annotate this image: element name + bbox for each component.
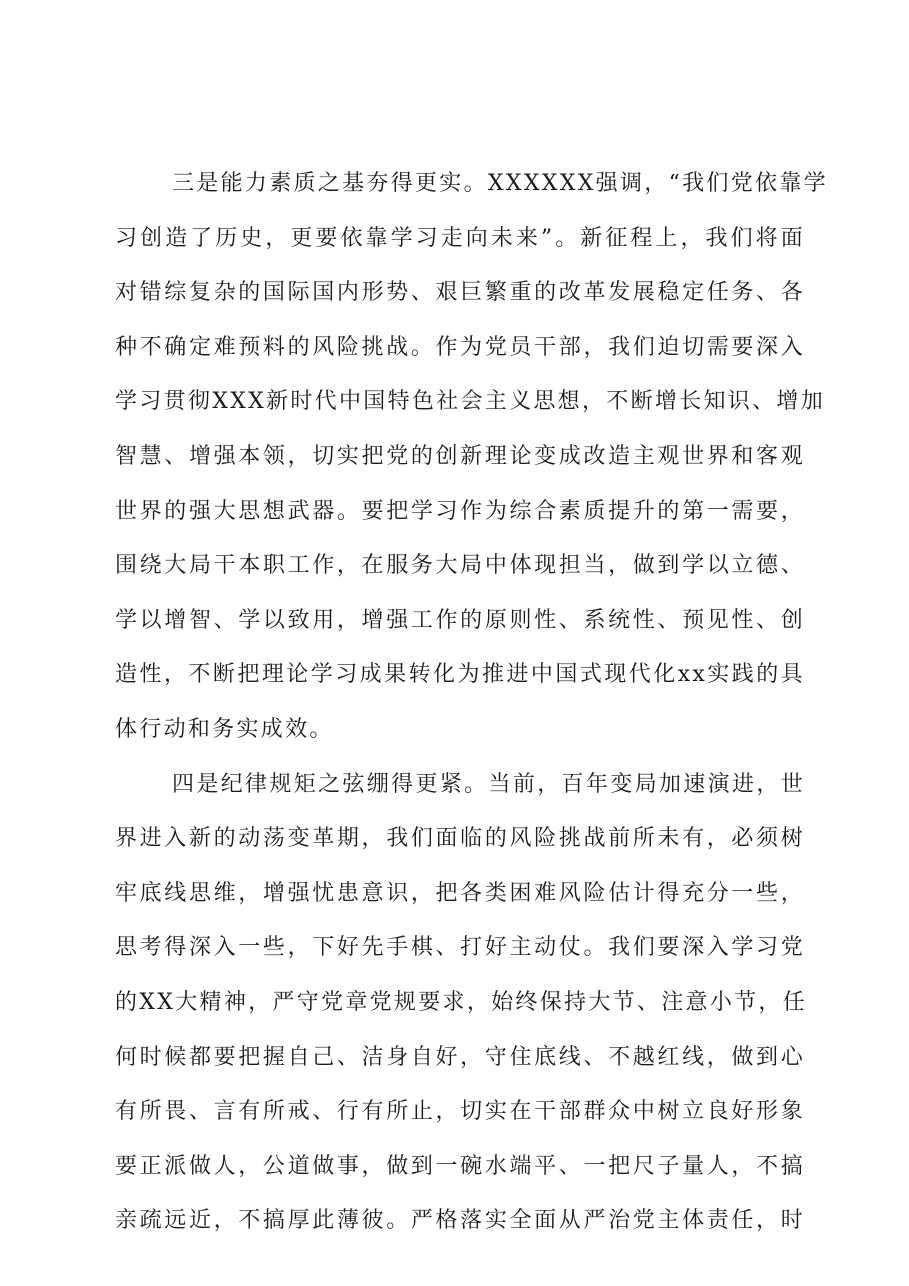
text-line: 学习贯彻XXX新时代中国特色社会主义思想，不断增长知识、增加 bbox=[115, 389, 825, 415]
document-body bbox=[115, 157, 828, 1249]
text-line: 智慧、增强本领，切实把党的创新理论变成改造主观世界和客观 bbox=[115, 443, 805, 469]
text-line: 体行动和务实成效。 bbox=[115, 716, 334, 742]
text-line: 四是纪律规矩之弦绷得更紧。当前，百年变局加速演进，世 bbox=[172, 771, 805, 797]
text-line: 种不确定难预料的风险挑战。作为党员干部，我们迫切需要深入 bbox=[115, 334, 805, 360]
text-line: 何时候都要把握自己、洁身自好，守住底线、不越红线，做到心 bbox=[115, 1044, 805, 1070]
text-line: 思考得深入一些，下好先手棋、打好主动仗。我们要深入学习党 bbox=[115, 935, 805, 961]
text-line: 世界的强大思想武器。要把学习作为综合素质提升的第一需要， bbox=[115, 498, 805, 524]
text-line: 学以增智、学以致用，增强工作的原则性、系统性、预见性、创 bbox=[115, 607, 805, 633]
text-line: 的XX大精神，严守党章党规要求，始终保持大节、注意小节，任 bbox=[115, 989, 808, 1015]
paragraph-ability-quality bbox=[115, 157, 828, 758]
text-line: 亲疏远近，不搞厚此薄彼。严格落实全面从严治党主体责任，时 bbox=[115, 1208, 805, 1234]
text-line: 对错综复杂的国际国内形势、艰巨繁重的改革发展稳定任务、各 bbox=[115, 280, 805, 306]
text-line: 造性，不断把理论学习成果转化为推进中国式现代化xx实践的具 bbox=[115, 662, 805, 688]
text-line: 围绕大局干本职工作，在服务大局中体现担当，做到学以立德、 bbox=[115, 553, 805, 579]
text-line: 有所畏、言有所戒、行有所止，切实在干部群众中树立良好形象 bbox=[115, 1099, 805, 1125]
text-line: 界进入新的动荡变革期，我们面临的风险挑战前所未有，必须树 bbox=[115, 826, 805, 852]
text-line: 牢底线思维，增强忧患意识，把各类困难风险估计得充分一些， bbox=[115, 880, 805, 906]
paragraph-discipline-rules bbox=[115, 758, 808, 1249]
text-line: 三是能力素质之基夯得更实。XXXXXX强调，“我们党依靠学 bbox=[172, 171, 828, 196]
text-line: 要正派做人，公道做事，做到一碗水端平、一把尺子量人，不搞 bbox=[115, 1153, 805, 1179]
text-line: 习创造了历史，更要依靠学习走向未来”。新征程上，我们将面 bbox=[115, 225, 805, 251]
